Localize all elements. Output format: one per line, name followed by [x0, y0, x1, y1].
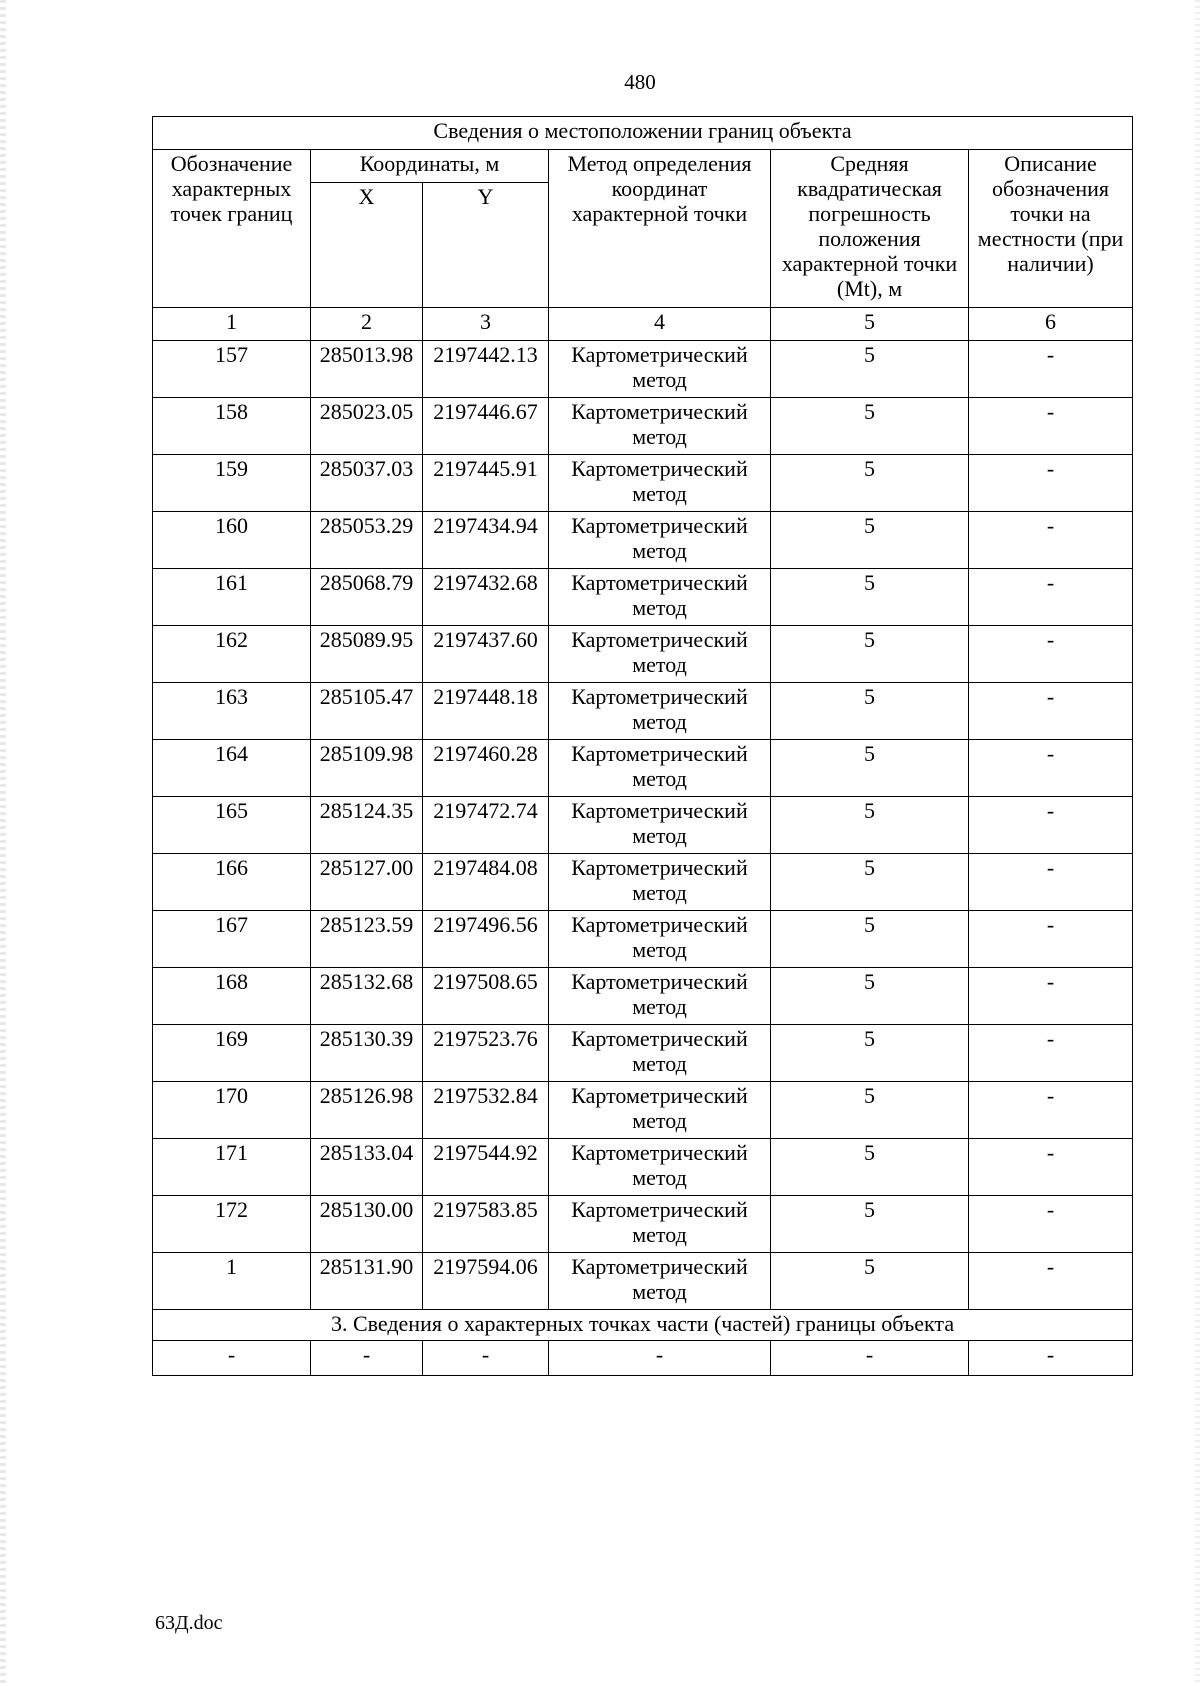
table-row: [153, 1139, 1133, 1196]
cell-y: 2197437.60: [423, 626, 549, 683]
cell-y: 2197496.56: [423, 911, 549, 968]
cell-y: 2197508.65: [423, 968, 549, 1025]
column-number: 5: [771, 308, 969, 341]
table-row: [153, 1196, 1133, 1253]
cell-x: 285037.03: [311, 455, 423, 512]
header-y: Y: [423, 183, 549, 308]
cell-method: Картометрический метод: [549, 1025, 771, 1082]
column-number: 3: [423, 308, 549, 341]
section-3-cell: -: [311, 1341, 423, 1376]
cell-method: Картометрический метод: [549, 1139, 771, 1196]
cell-error: 5: [771, 569, 969, 626]
cell-description: -: [969, 854, 1133, 911]
cell-description: -: [969, 626, 1133, 683]
cell-error: 5: [771, 911, 969, 968]
cell-x: 285127.00: [311, 854, 423, 911]
table-row: [153, 797, 1133, 854]
header-method: Метод определения координат характерной точки: [549, 150, 771, 308]
table-body: [153, 117, 1133, 1376]
table-row: [153, 683, 1133, 740]
cell-x: 285053.29: [311, 512, 423, 569]
table-row: [153, 1253, 1133, 1310]
cell-y: 2197544.92: [423, 1139, 549, 1196]
footer-filename: 63Д.doc: [155, 1612, 223, 1634]
cell-y: 2197532.84: [423, 1082, 549, 1139]
cell-method: Картометрический метод: [549, 797, 771, 854]
cell-y: 2197445.91: [423, 455, 549, 512]
cell-method: Картометрический метод: [549, 1253, 771, 1310]
cell-y: 2197432.68: [423, 569, 549, 626]
header-row-1: [153, 150, 1133, 183]
cell-method: Картометрический метод: [549, 626, 771, 683]
section-3-cell: -: [969, 1341, 1133, 1376]
cell-description: -: [969, 1139, 1133, 1196]
column-numbers-row: [153, 308, 1133, 341]
cell-description: -: [969, 968, 1133, 1025]
cell-description: -: [969, 740, 1133, 797]
cell-error: 5: [771, 455, 969, 512]
cell-error: 5: [771, 740, 969, 797]
scan-edge-left: [0, 0, 6, 1686]
cell-point: 172: [153, 1196, 311, 1253]
cell-point: 163: [153, 683, 311, 740]
table-title-row: [153, 117, 1133, 150]
cell-x: 285109.98: [311, 740, 423, 797]
cell-method: Картометрический метод: [549, 1082, 771, 1139]
section-3-empty-row: [153, 1341, 1133, 1376]
cell-description: -: [969, 911, 1133, 968]
cell-description: -: [969, 398, 1133, 455]
cell-point: 160: [153, 512, 311, 569]
cell-description: -: [969, 683, 1133, 740]
cell-point: 161: [153, 569, 311, 626]
header-x: X: [311, 183, 423, 308]
cell-error: 5: [771, 341, 969, 398]
cell-x: 285130.39: [311, 1025, 423, 1082]
cell-error: 5: [771, 1139, 969, 1196]
cell-y: 2197583.85: [423, 1196, 549, 1253]
cell-x: 285133.04: [311, 1139, 423, 1196]
cell-y: 2197460.28: [423, 740, 549, 797]
cell-error: 5: [771, 1082, 969, 1139]
cell-point: 168: [153, 968, 311, 1025]
header-point-designation: Обозначение характерных точек границ: [153, 150, 311, 308]
cell-y: 2197434.94: [423, 512, 549, 569]
cell-description: -: [969, 797, 1133, 854]
cell-x: 285130.00: [311, 1196, 423, 1253]
cell-y: 2197448.18: [423, 683, 549, 740]
header-mean-error: Средняя квадратическая погрешность положения характерной точки (Mt), м: [771, 150, 969, 308]
column-number: 2: [311, 308, 423, 341]
cell-error: 5: [771, 1253, 969, 1310]
cell-method: Картометрический метод: [549, 512, 771, 569]
table-row: [153, 626, 1133, 683]
cell-point: 167: [153, 911, 311, 968]
cell-point: 170: [153, 1082, 311, 1139]
cell-x: 285013.98: [311, 341, 423, 398]
cell-method: Картометрический метод: [549, 854, 771, 911]
cell-point: 169: [153, 1025, 311, 1082]
table-row: [153, 911, 1133, 968]
table-row: [153, 1082, 1133, 1139]
cell-x: 285126.98: [311, 1082, 423, 1139]
column-number: 4: [549, 308, 771, 341]
cell-method: Картометрический метод: [549, 341, 771, 398]
cell-error: 5: [771, 797, 969, 854]
section-3-cell: -: [549, 1341, 771, 1376]
cell-method: Картометрический метод: [549, 569, 771, 626]
table-row: [153, 398, 1133, 455]
table-row: [153, 341, 1133, 398]
cell-method: Картометрический метод: [549, 740, 771, 797]
cell-description: -: [969, 1082, 1133, 1139]
cell-y: 2197446.67: [423, 398, 549, 455]
cell-error: 5: [771, 512, 969, 569]
cell-description: -: [969, 569, 1133, 626]
table-title: Сведения о местоположении границ объекта: [153, 117, 1133, 150]
boundary-table: [152, 116, 1133, 1376]
header-description: Описание обозначения точки на местности (при наличии): [969, 150, 1133, 308]
cell-method: Картометрический метод: [549, 683, 771, 740]
column-number: 1: [153, 308, 311, 341]
cell-error: 5: [771, 398, 969, 455]
table-row: [153, 455, 1133, 512]
table-row: [153, 854, 1133, 911]
cell-method: Картометрический метод: [549, 911, 771, 968]
cell-description: -: [969, 1196, 1133, 1253]
cell-point: 159: [153, 455, 311, 512]
cell-description: -: [969, 455, 1133, 512]
cell-method: Картометрический метод: [549, 455, 771, 512]
cell-x: 285123.59: [311, 911, 423, 968]
cell-point: 158: [153, 398, 311, 455]
section-3-cell: -: [423, 1341, 549, 1376]
cell-y: 2197594.06: [423, 1253, 549, 1310]
cell-point: 165: [153, 797, 311, 854]
cell-y: 2197442.13: [423, 341, 549, 398]
cell-y: 2197523.76: [423, 1025, 549, 1082]
cell-x: 285068.79: [311, 569, 423, 626]
table-row: [153, 569, 1133, 626]
section-3-cell: -: [153, 1341, 311, 1376]
cell-x: 285023.05: [311, 398, 423, 455]
cell-point: 164: [153, 740, 311, 797]
cell-error: 5: [771, 1025, 969, 1082]
cell-x: 285124.35: [311, 797, 423, 854]
cell-method: Картометрический метод: [549, 398, 771, 455]
column-number: 6: [969, 308, 1133, 341]
cell-error: 5: [771, 968, 969, 1025]
cell-method: Картометрический метод: [549, 968, 771, 1025]
cell-y: 2197484.08: [423, 854, 549, 911]
page-number: 480: [624, 70, 656, 94]
cell-x: 285105.47: [311, 683, 423, 740]
section-3-row: [153, 1310, 1133, 1341]
table-row: [153, 740, 1133, 797]
cell-point: 166: [153, 854, 311, 911]
section-3-title: 3. Сведения о характерных точках части (частей) границы объекта: [153, 1310, 1133, 1341]
cell-point: 171: [153, 1139, 311, 1196]
cell-point: 162: [153, 626, 311, 683]
cell-error: 5: [771, 854, 969, 911]
cell-description: -: [969, 1025, 1133, 1082]
cell-x: 285131.90: [311, 1253, 423, 1310]
header-coordinates-group: Координаты, м: [311, 150, 549, 183]
cell-description: -: [969, 1253, 1133, 1310]
cell-x: 285132.68: [311, 968, 423, 1025]
table-row: [153, 512, 1133, 569]
table-row: [153, 968, 1133, 1025]
cell-description: -: [969, 512, 1133, 569]
table-row: [153, 1025, 1133, 1082]
cell-method: Картометрический метод: [549, 1196, 771, 1253]
cell-point: 157: [153, 341, 311, 398]
cell-error: 5: [771, 1196, 969, 1253]
cell-point: 1: [153, 1253, 311, 1310]
cell-error: 5: [771, 626, 969, 683]
scan-edge-right: [1195, 0, 1200, 1686]
cell-error: 5: [771, 683, 969, 740]
cell-y: 2197472.74: [423, 797, 549, 854]
cell-x: 285089.95: [311, 626, 423, 683]
cell-description: -: [969, 341, 1133, 398]
section-3-cell: -: [771, 1341, 969, 1376]
